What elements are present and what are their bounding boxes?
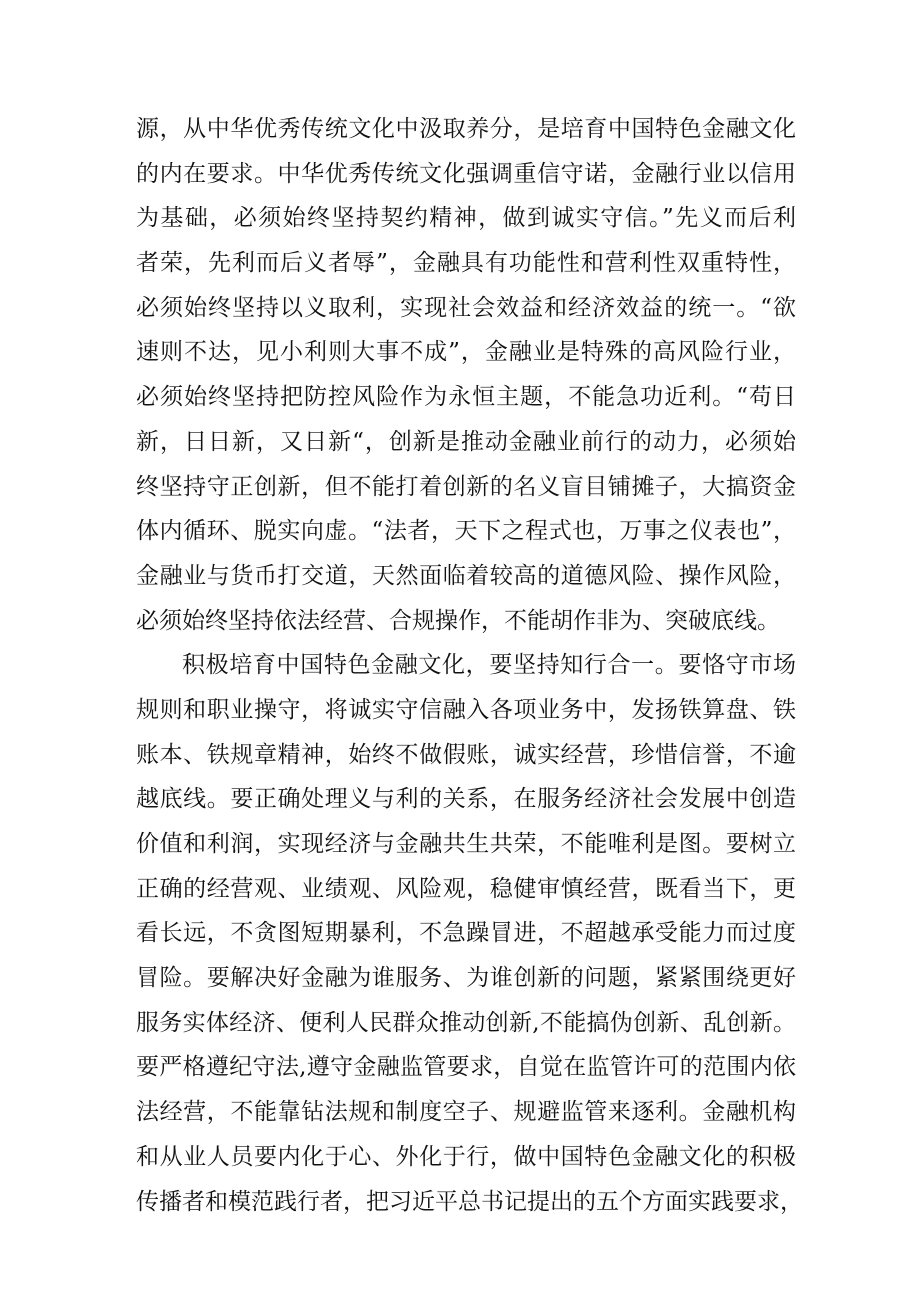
text-line: 为基础，必须始终坚持契约精神，做到诚实守信。”先义而后利 [136,205,796,232]
text-line: 源，从中华优秀传统文化中汲取养分，是培育中国特色金融文化 [136,116,796,142]
text-line: 规则和职业操守，将诚实守信融入各项业务中，发扬铁算盘、铁 [136,696,796,723]
text-line: 越底线。要正确处理义与利的关系，在服务经济社会发展中创造 [136,786,796,813]
text-line: 服务实体经济、便利人民群众推动创新,不能搞伪创新、乱创新。 [136,1009,796,1036]
text-line: 金融业与货币打交道，天然面临着较高的道德风险、操作风险， [136,562,796,589]
paragraph-start-line: 积极培育中国特色金融文化，要坚持知行合一。要恪守市场 [182,652,796,679]
text-line: 必须始终坚持把防控风险作为永恒主题，不能急功近利。“苟日 [136,384,796,411]
text-line: 账本、铁规章精神，始终不做假账，诚实经营，珍惜信誉，不逾 [136,741,796,768]
text-line: 价值和利润，实现经济与金融共生共荣，不能唯利是图。要树立 [136,831,796,857]
text-line: 法经营，不能靠钻法规和制度空子、规避监管来逐利。金融机构 [136,1099,796,1126]
text-line: 和从业人员要内化于心、外化于行，做中国特色金融文化的积极 [136,1143,796,1170]
text-line: 必须始终坚持以义取利，实现社会效益和经济效益的统一。“欲 [136,294,796,321]
text-line: 传播者和模范践行者，把习近平总书记提出的五个方面实践要求， [136,1188,803,1215]
paragraph-end-line: 必须始终坚持依法经营、合规操作，不能胡作非为、突破底线。 [136,607,780,634]
text-line: 要严格遵纪守法,遵守金融监管要求，自觉在监管许可的范围内依 [136,1054,796,1081]
text-line: 冒险。要解决好金融为谁服务、为谁创新的问题，紧紧围绕更好 [136,965,796,992]
text-line: 看长远，不贪图短期暴利，不急躁冒进，不超越承受能力而过度 [136,920,796,947]
text-line: 新，日日新，又日新“，创新是推动金融业前行的动力，必须始 [136,428,796,455]
text-line: 者荣，先利而后义者辱”，金融具有功能性和营利性双重特性， [136,250,796,277]
text-line: 速则不达，见小利则大事不成”，金融业是特殊的高风险行业， [136,339,796,366]
text-line: 的内在要求。中华优秀传统文化强调重信守诺，金融行业以信用 [136,160,796,187]
body-text [136,107,803,1224]
text-line: 终坚持守正创新，但不能打着创新的名义盲目铺摊子，大搞资金 [136,473,796,500]
text-line: 正确的经营观、业绩观、风险观，稳健审慎经营，既看当下，更 [136,875,796,902]
text-line: 体内循环、脱实向虚。“法者，天下之程式也，万事之仪表也”， [136,518,796,545]
